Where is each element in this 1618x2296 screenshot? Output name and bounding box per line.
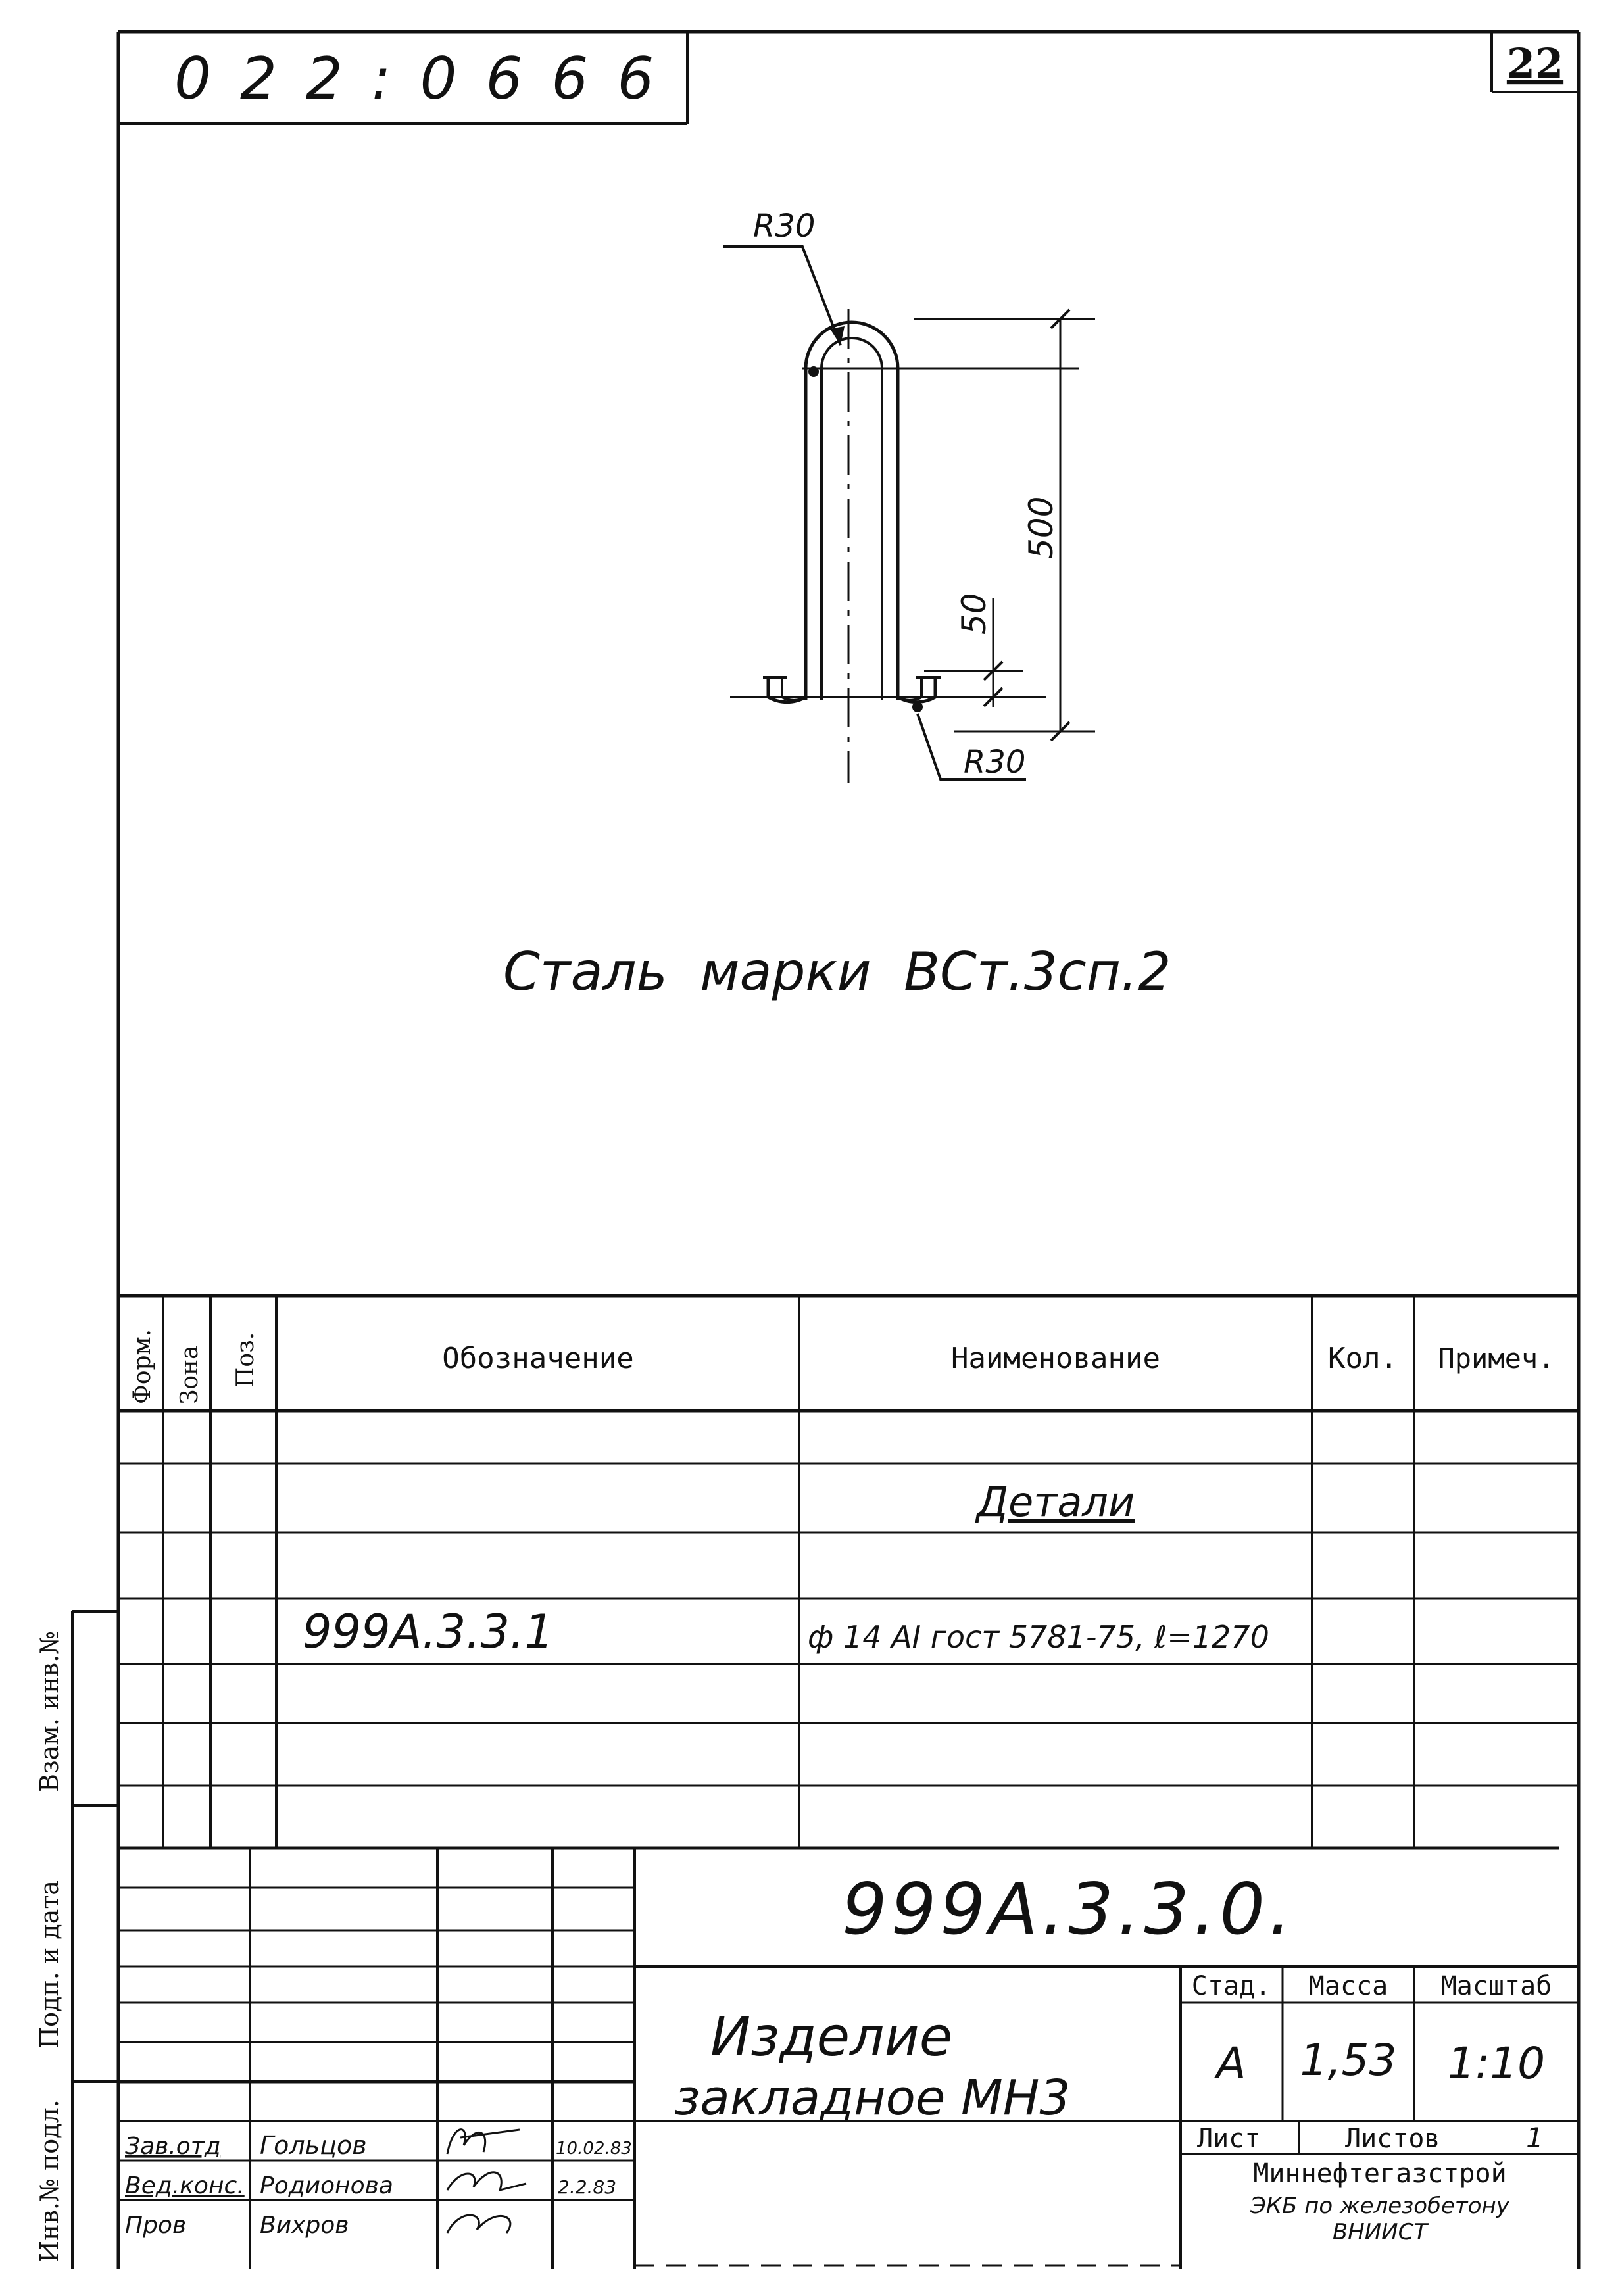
material-note: Сталь марки ВСт.3сп.2: [503, 941, 1171, 1002]
header-qty: Кол.: [1328, 1342, 1398, 1375]
sheet-number-box: [1492, 32, 1579, 92]
stamp-box: [118, 32, 687, 124]
product-name-line2: закладное МН3: [674, 2070, 1071, 2126]
bar-inner-outline: [821, 338, 882, 700]
sheets-value: 1: [1526, 2122, 1544, 2154]
signature-role-3: Пров: [125, 2212, 187, 2239]
sheets-label: Листов: [1345, 2124, 1440, 2154]
signature-role-2: Вед.конс.: [125, 2172, 245, 2199]
spec-table: [118, 1296, 1579, 1848]
dimension-50-label: 50: [955, 593, 993, 635]
scale-value: 1:10: [1447, 2038, 1546, 2089]
margin-orig-inv: Инв.№ подл.: [35, 2099, 64, 2262]
signature-name-3: Вихров: [260, 2212, 349, 2239]
signature-scribble-2: [447, 2172, 526, 2190]
signature-date-1: 10.02.83: [556, 2139, 632, 2159]
signature-name-2: Родионова: [260, 2172, 393, 2199]
product-name-line1: Изделие: [710, 2006, 953, 2068]
org-line3: ВНИИСТ: [1332, 2219, 1428, 2245]
header-zone: Зона: [176, 1345, 203, 1404]
sheet-number: 22: [1506, 39, 1564, 87]
margin-signature-date: Подп. и дата: [35, 1880, 64, 2049]
signature-scribble-1: [447, 2130, 520, 2154]
mass-value: 1,53: [1300, 2035, 1397, 2086]
header-format: Форм.: [129, 1329, 156, 1404]
row-designation: 999А.3.3.1: [303, 1605, 554, 1659]
org-line2: ЭКБ по железобетону: [1250, 2193, 1509, 2219]
scale-label: Масштаб: [1440, 1971, 1552, 2001]
mass-label: Масса: [1308, 1971, 1388, 2001]
dimension-500-label: 500: [1022, 496, 1060, 559]
bar-outer-outline: [806, 322, 898, 700]
signature-role-1: Зав.отд: [125, 2133, 221, 2160]
header-note: Примеч.: [1438, 1342, 1555, 1375]
header-position: Поз.: [232, 1332, 259, 1388]
top-radius-label: R30: [753, 208, 816, 245]
stage-value: А: [1216, 2038, 1246, 2089]
signature-name-1: Гольцов: [260, 2131, 367, 2160]
org-line1: Миннефтегазстрой: [1253, 2159, 1507, 2189]
stage-label: Стад.: [1191, 1971, 1271, 2001]
header-name: Наименование: [951, 1342, 1160, 1375]
signature-scribble-3: [447, 2215, 510, 2233]
bottom-radius-label: R30: [964, 744, 1026, 781]
sheet-label: Лист: [1197, 2124, 1261, 2154]
header-designation: Обозначение: [442, 1342, 634, 1375]
signature-date-2: 2.2.83: [558, 2176, 617, 2198]
signature-scribbles: [447, 2130, 526, 2233]
row-name: ф 14 АI гост 5781-75, ℓ=1270: [808, 1619, 1269, 1655]
margin-replace-inv: Взам. инв.№: [35, 1630, 64, 1792]
doc-code: 999А.3.3.0.: [842, 1869, 1296, 1951]
section-title: Детали: [976, 1478, 1135, 1526]
side-margin: [72, 1611, 118, 2269]
stamp-code: 0 2 2 : 0 6 6 6: [174, 45, 660, 112]
